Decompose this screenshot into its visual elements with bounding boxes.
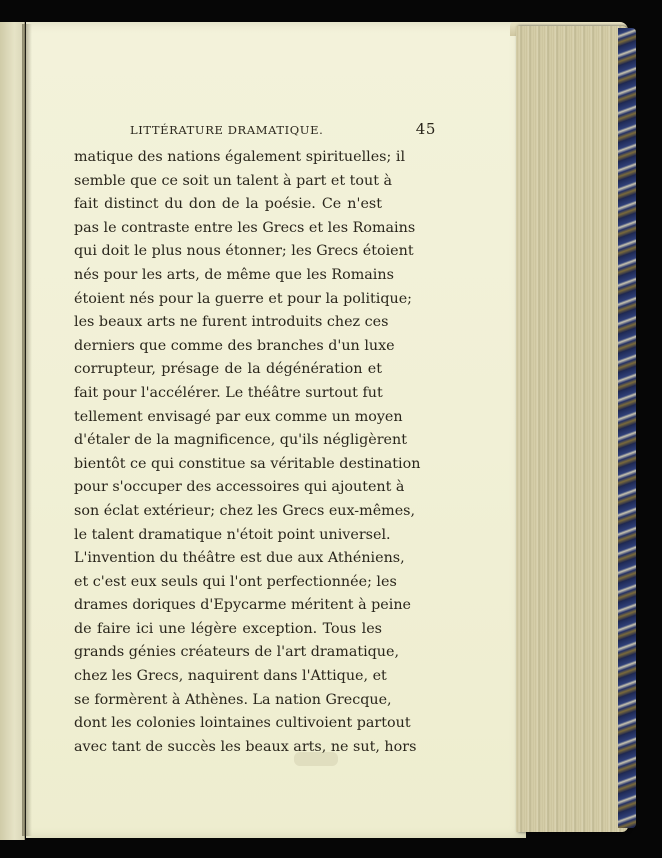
- page-gutter-shadow: [22, 24, 32, 836]
- text-line: le talent dramatique n'étoit point universel.: [74, 526, 391, 543]
- text-line: de faire ici une légère exception. Tous les: [74, 620, 382, 637]
- text-line: derniers que comme des branches d'un luxe: [74, 337, 395, 354]
- body-text: [46, 146, 486, 759]
- text-line: et c'est eux seuls qui l'ont perfectionnée; les: [74, 573, 397, 590]
- text-line: matique des nations également spirituelles; il: [74, 149, 406, 165]
- text-line: les beaux arts ne furent introduits chez ces: [74, 314, 389, 331]
- text-line: semble que ce soit un talent à part et tout à: [74, 172, 393, 189]
- text-line: avec tant de succès les beaux arts, ne sut, hors: [74, 738, 417, 755]
- marbled-cover: [618, 28, 636, 828]
- text-line: pour s'occuper des accessoires qui ajoutent à: [74, 479, 405, 496]
- text-line: fait distinct du don de la poésie. Ce n'est: [74, 196, 382, 213]
- running-head: [130, 120, 436, 142]
- text-line: corrupteur, présage de la dégénération et: [74, 361, 382, 378]
- text-line: L'invention du théâtre est due aux Athéniens,: [74, 550, 405, 567]
- text-line: pas le contraste entre les Grecs et les Romains: [74, 219, 416, 236]
- library-stamp: [294, 752, 338, 766]
- page-text-block: [46, 120, 486, 759]
- text-line: drames doriques d'Epycarme méritent à peine: [74, 597, 412, 614]
- text-line: grands génies créateurs de l'art dramatique,: [74, 644, 400, 661]
- text-line: se formèrent à Athènes. La nation Grecque,: [74, 691, 392, 708]
- text-line: qui doit le plus nous étonner; les Grecs étoient: [74, 243, 414, 260]
- text-line: nés pour les arts, de même que les Romains: [74, 266, 394, 283]
- text-line: d'étaler de la magnificence, qu'ils négligèrent: [74, 432, 407, 449]
- page-number: 45: [415, 120, 436, 138]
- text-line: chez les Grecs, naquirent dans l'Attique, et: [74, 668, 387, 685]
- text-line: bientôt ce qui constitue sa véritable destination: [74, 455, 421, 472]
- text-line: étoient nés pour la guerre et pour la politique;: [74, 290, 412, 307]
- text-line: tellement envisagé par eux comme un moyen: [74, 408, 403, 425]
- text-line: son éclat extérieur; chez les Grecs eux-mêmes,: [74, 502, 416, 519]
- text-line: dont les colonies lointaines cultivoient partout: [74, 715, 411, 732]
- text-line: fait pour l'accélérer. Le théâtre surtout fut: [74, 384, 383, 401]
- page-stack-edges: [516, 26, 628, 832]
- running-title: LITTÉRATURE DRAMATIQUE.: [130, 123, 324, 137]
